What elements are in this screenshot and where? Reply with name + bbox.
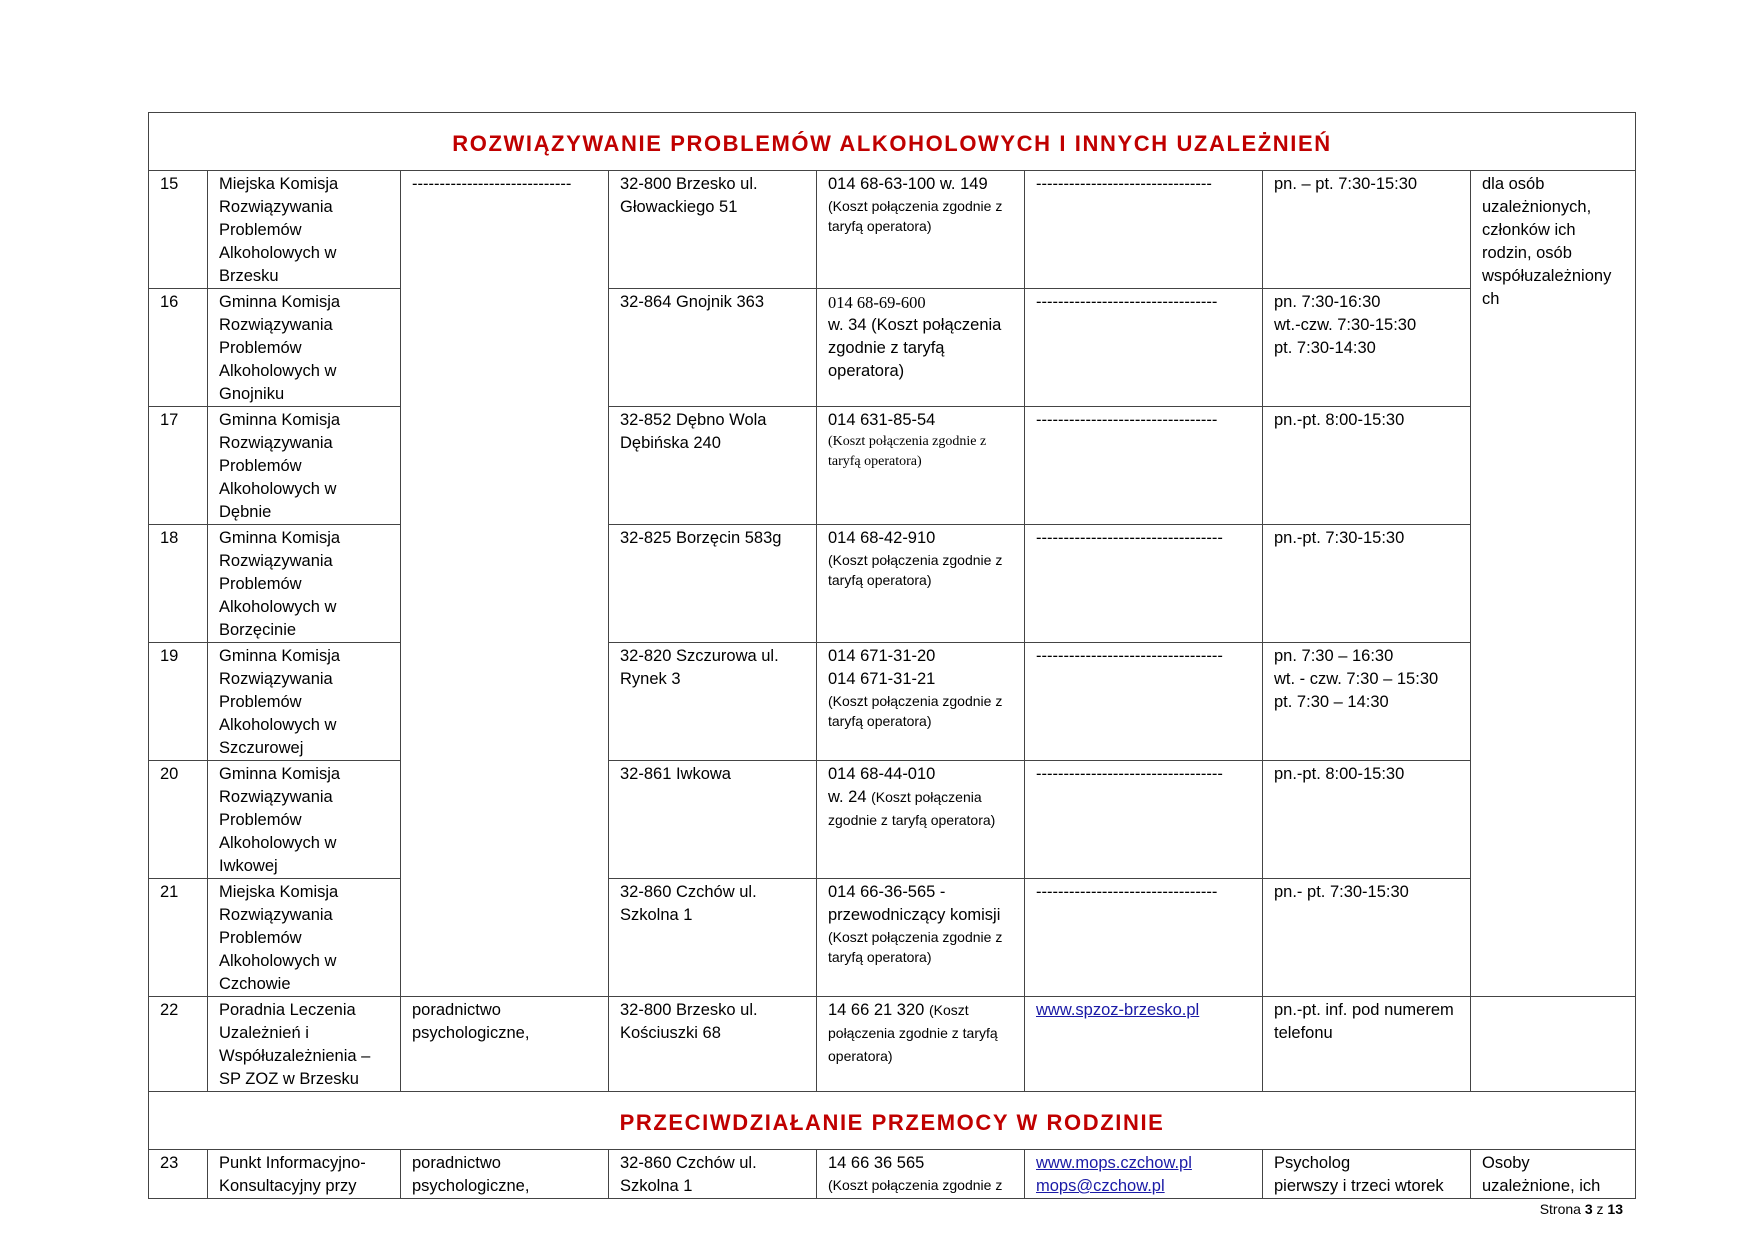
target-group-empty: [1471, 997, 1636, 1092]
phone: 014 631-85-54: [828, 411, 936, 429]
address: 32-820 Szczurowa ul. Rynek 3: [609, 643, 817, 761]
target-group: Osoby uzależnione, ich: [1471, 1150, 1636, 1199]
row-number: 22: [149, 997, 208, 1092]
phone-note: (Koszt połączenia zgodnie z taryfą operatora): [828, 552, 1003, 588]
row-number: 17: [149, 407, 208, 525]
section-title-violence: PRZECIWDZIAŁANIE PRZEMOCY W RODZINIE: [149, 1092, 1636, 1150]
phone-description: przewodniczący komisji: [828, 906, 1001, 924]
hours: pn.-pt. 8:00-15:30: [1263, 407, 1471, 525]
website-link[interactable]: www.spzoz-brzesko.pl: [1036, 1001, 1200, 1019]
address: 32-860 Czchów ul. Szkolna 1: [609, 879, 817, 997]
web-cell: [1025, 997, 1263, 1092]
section-header-row: [149, 1092, 1636, 1150]
web-cell: [1025, 171, 1263, 289]
website-link[interactable]: www.mops.czchow.pl: [1036, 1154, 1192, 1172]
address: 32-800 Brzesko ul. Głowackiego 51: [609, 171, 817, 289]
hours: pn. 7:30-16:30: [1274, 293, 1381, 311]
phone-cell: [817, 525, 1025, 643]
hours-cell: [1263, 643, 1471, 761]
web-dashes: ---------------------------------: [1036, 883, 1218, 901]
section-header-row: [149, 113, 1636, 171]
table-row: [149, 879, 1636, 997]
services-cell: [401, 171, 609, 997]
institution-name: Miejska Komisja Rozwiązywania Problemów Alkoholowych w Brzesku: [208, 171, 401, 289]
hours: pn. – pt. 7:30-15:30: [1263, 171, 1471, 289]
phone-note: (Koszt połączenia zgodnie z taryfą operatora): [828, 929, 1003, 965]
row-number: 16: [149, 289, 208, 407]
hours: pt. 7:30-14:30: [1274, 339, 1376, 357]
phone-cell: [817, 289, 1025, 407]
web-cell: [1025, 761, 1263, 879]
row-number: 21: [149, 879, 208, 997]
address: 32-825 Borzęcin 583g: [609, 525, 817, 643]
footer-page: 3: [1584, 1201, 1593, 1217]
address: 32-800 Brzesko ul. Kościuszki 68: [609, 997, 817, 1092]
phone: 014 671-31-21: [828, 670, 936, 688]
phone-extension: w. 34 (Koszt połączenia zgodnie z taryfą operatora): [828, 316, 1002, 380]
page-footer: [1540, 1201, 1623, 1217]
address: 32-864 Gnojnik 363: [609, 289, 817, 407]
table-row: [149, 525, 1636, 643]
phone: 14 66 21 320: [828, 1001, 925, 1019]
footer-sep: z: [1596, 1201, 1604, 1217]
phone-note: (Koszt połączenia zgodnie z taryfą operatora): [828, 693, 1003, 729]
phone: 014 68-44-010: [828, 765, 936, 783]
web-dashes: ----------------------------------: [1036, 647, 1223, 665]
web-cell: [1025, 1150, 1263, 1199]
table-row: [149, 761, 1636, 879]
web-dashes: ----------------------------------: [1036, 529, 1223, 547]
institution-name: Gminna Komisja Rozwiązywania Problemów Alkoholowych w Iwkowej: [208, 761, 401, 879]
services: poradnictwo psychologiczne,: [401, 997, 609, 1092]
address: 32-860 Czchów ul. Szkolna 1: [609, 1150, 817, 1199]
hours: wt. - czw. 7:30 – 15:30: [1274, 670, 1439, 688]
footer-prefix: Strona: [1539, 1201, 1581, 1217]
phone: 014 671-31-20: [828, 647, 936, 665]
row-number: 15: [149, 171, 208, 289]
hours: Psycholog: [1274, 1154, 1351, 1172]
web-dashes: ---------------------------------: [1036, 411, 1218, 429]
institution-name: Gminna Komisja Rozwiązywania Problemów Alkoholowych w Szczurowej: [208, 643, 401, 761]
phone-note: (Koszt połączenia zgodnie z: [828, 1177, 1003, 1193]
web-cell: [1025, 879, 1263, 997]
hours: pn.-pt. inf. pod numerem telefonu: [1263, 997, 1471, 1092]
footer-total: 13: [1607, 1201, 1623, 1217]
phone: 014 66-36-565 -: [828, 883, 946, 901]
row-number: 23: [149, 1150, 208, 1199]
document-table-container: [148, 112, 1635, 1199]
section-title-alcohol: ROZWIĄZYWANIE PROBLEMÓW ALKOHOLOWYCH I INNYCH UZALEŻNIEŃ: [149, 113, 1636, 171]
web-cell: [1025, 643, 1263, 761]
services-dashes: -----------------------------: [412, 175, 572, 193]
hours: pn.-pt. 7:30-15:30: [1263, 525, 1471, 643]
institution-name: Gminna Komisja Rozwiązywania Problemów Alkoholowych w Gnojniku: [208, 289, 401, 407]
phone-extension-line: [828, 786, 1015, 832]
phone-cell: [817, 879, 1025, 997]
phone: 014 68-69-600: [828, 293, 926, 312]
phone-extension: w. 24: [828, 788, 867, 806]
table-row: [149, 407, 1636, 525]
table-row: [149, 643, 1636, 761]
phone: 14 66 36 565: [828, 1154, 925, 1172]
phone-cell: [817, 643, 1025, 761]
row-number: 20: [149, 761, 208, 879]
web-cell: [1025, 407, 1263, 525]
hours-cell: [1263, 1150, 1471, 1199]
phone: 014 68-63-100 w. 149: [828, 175, 988, 193]
phone-note: (Koszt połączenia zgodnie z taryfą operatora): [828, 434, 987, 469]
table-row: [149, 997, 1636, 1092]
web-dashes: ---------------------------------: [1036, 293, 1218, 311]
phone-cell: [817, 1150, 1025, 1199]
phone-cell: [817, 407, 1025, 525]
phone-cell: [817, 761, 1025, 879]
table-row: [149, 1150, 1636, 1199]
hours: pn. 7:30 – 16:30: [1274, 647, 1394, 665]
phone-note: (Koszt połączenia zgodnie z taryfą operatora): [828, 789, 996, 828]
institution-name: Miejska Komisja Rozwiązywania Problemów Alkoholowych w Czchowie: [208, 879, 401, 997]
hours: pn.- pt. 7:30-15:30: [1263, 879, 1471, 997]
address: 32-852 Dębno Wola Dębińska 240: [609, 407, 817, 525]
phone: 014 68-42-910: [828, 529, 936, 547]
phone-note: (Koszt połączenia zgodnie z taryfą operatora): [828, 1002, 998, 1064]
hours: pierwszy i trzeci wtorek: [1274, 1177, 1444, 1195]
target-group: dla osób uzależnionych, członków ich rodzin, osób współuzależniony ch: [1471, 171, 1636, 997]
row-number: 18: [149, 525, 208, 643]
row-number: 19: [149, 643, 208, 761]
hours: wt.-czw. 7:30-15:30: [1274, 316, 1417, 334]
institutions-table: [148, 112, 1636, 1199]
institution-name: Gminna Komisja Rozwiązywania Problemów Alkoholowych w Dębnie: [208, 407, 401, 525]
phone-note: (Koszt połączenia zgodnie z taryfą operatora): [828, 198, 1003, 234]
institution-name: Gminna Komisja Rozwiązywania Problemów Alkoholowych w Borzęcinie: [208, 525, 401, 643]
address: 32-861 Iwkowa: [609, 761, 817, 879]
web-dashes: ----------------------------------: [1036, 765, 1223, 783]
hours-cell: [1263, 289, 1471, 407]
institution-name: Poradnia Leczenia Uzależnień i Współuzależnienia – SP ZOZ w Brzesku: [208, 997, 401, 1092]
institution-name: Punkt Informacyjno-Konsultacyjny przy: [208, 1150, 401, 1199]
web-cell: [1025, 289, 1263, 407]
table-row: [149, 289, 1636, 407]
services: poradnictwo psychologiczne,: [401, 1150, 609, 1199]
web-dashes: --------------------------------: [1036, 175, 1212, 193]
phone-cell: [817, 171, 1025, 289]
phone-cell: [817, 997, 1025, 1092]
hours: pt. 7:30 – 14:30: [1274, 693, 1389, 711]
table-row: [149, 171, 1636, 289]
hours: pn.-pt. 8:00-15:30: [1263, 761, 1471, 879]
web-cell: [1025, 525, 1263, 643]
email-link[interactable]: mops@czchow.pl: [1036, 1177, 1165, 1195]
